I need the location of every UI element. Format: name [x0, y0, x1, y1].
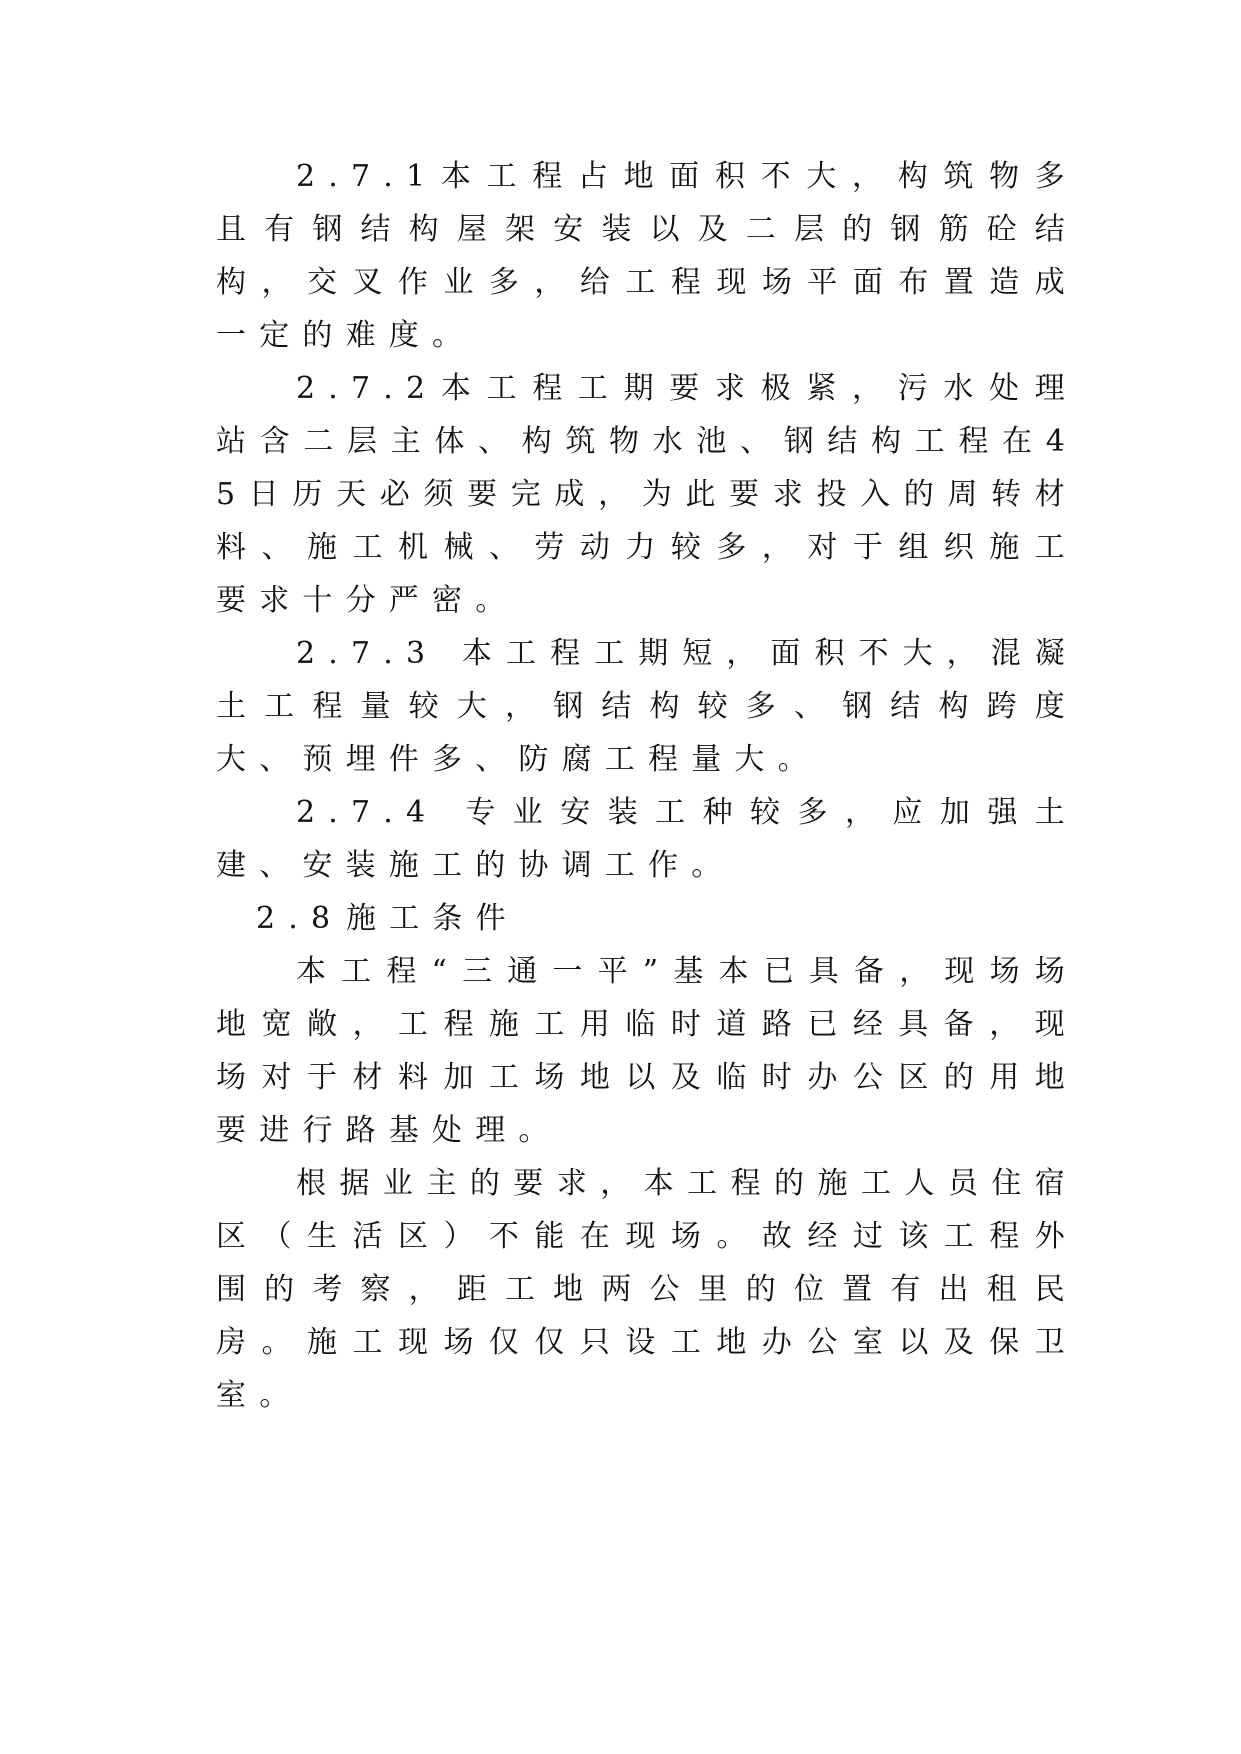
paragraph-site-conditions: 本工程“三通一平”基本已具备，现场场地宽敞，工程施工用临时道路已经具备，现场对于材料加工场地以及临时办公区的用地要进行路基处理。 — [216, 954, 1078, 1148]
section-number: 2.8 — [256, 901, 344, 936]
section-heading-2-8 — [216, 892, 1078, 945]
document-page — [216, 150, 1078, 1422]
paragraph-2-7-4: 2.7.4 专业安装工种较多，应加强土建、安装施工的协调工作。 — [216, 795, 1078, 883]
paragraph-2-7-2: 2.7.2本工程工期要求极紧，污水处理站含二层主体、构筑物水池、钢结构工程在45日历天必须要完成，为此要求投入的周转材料、施工机械、劳动力较多，对于组织施工要求十分严密。 — [216, 371, 1078, 618]
paragraph-2-7-1: 2.7.1本工程占地面积不大，构筑物多且有钢结构屋架安装以及二层的钢筋砼结构，交叉作业多，给工程现场平面布置造成一定的难度。 — [216, 159, 1078, 353]
paragraph-accommodation: 根据业主的要求，本工程的施工人员住宿区（生活区）不能在现场。故经过该工程外围的考察，距工地两公里的位置有出租民房。施工现场仅仅只设工地办公室以及保卫室。 — [216, 1166, 1078, 1413]
section-title: 施工条件 — [346, 901, 519, 936]
paragraph-2-7-3: 2.7.3 本工程工期短，面积不大，混凝土工程量较大，钢结构较多、钢结构跨度大、预埋件多、防腐工程量大。 — [216, 636, 1078, 777]
